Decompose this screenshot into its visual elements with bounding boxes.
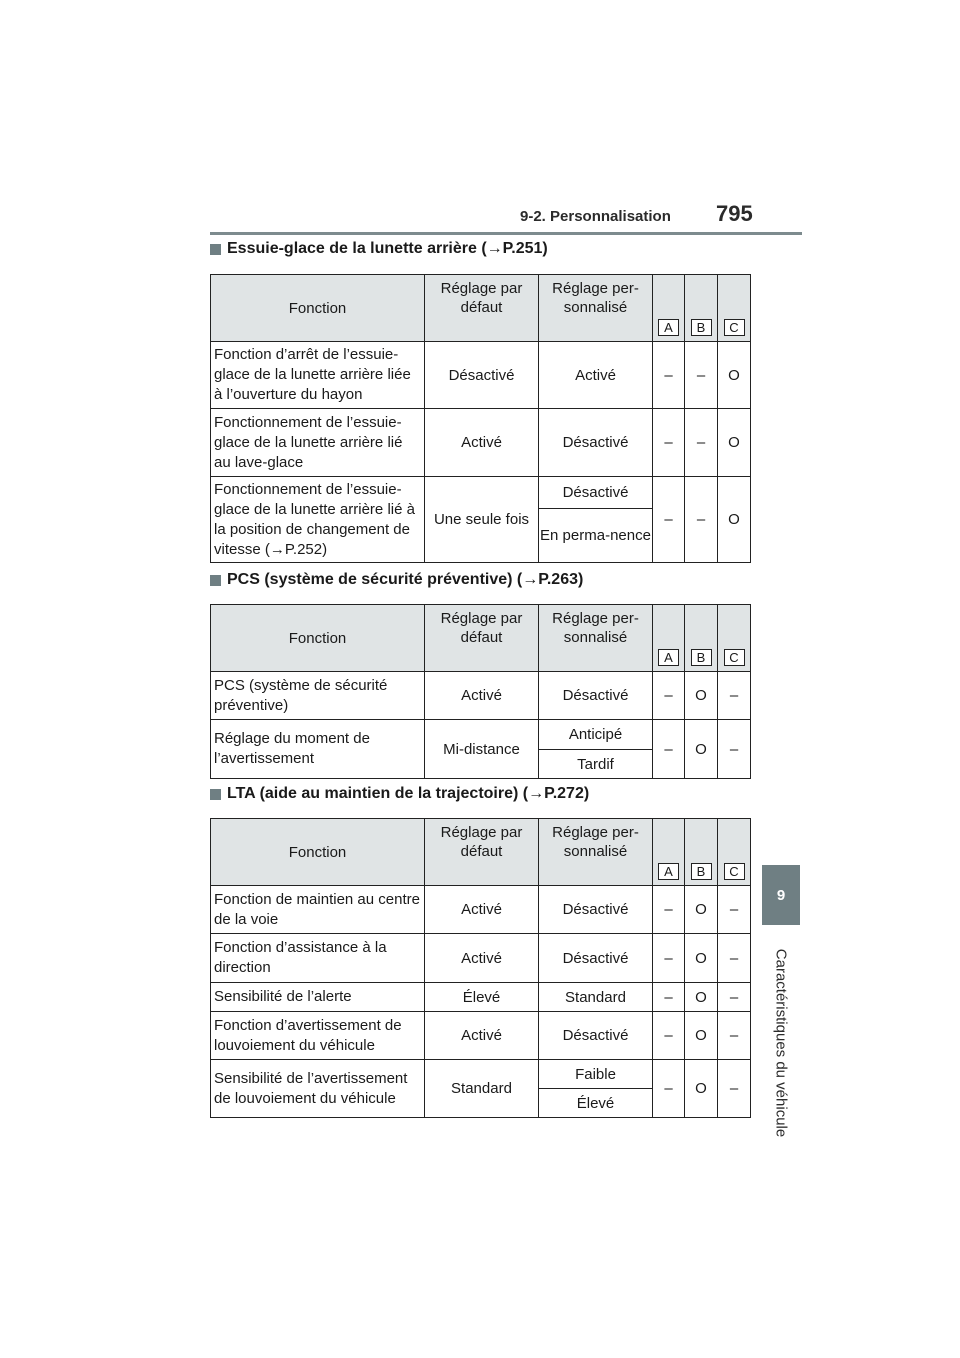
col-b-cell: O [685,720,718,779]
custom-cell: Élevé [539,1089,653,1118]
page-number: 795 [716,201,753,226]
header-col-c [718,819,751,886]
badge-b: B [691,319,712,336]
col-c-cell: – [718,672,751,720]
custom-cell: Anticipé [539,720,653,750]
custom-cell: Désactivé [539,477,653,509]
table-row [211,477,751,509]
badge-b: B [691,863,712,880]
col-c-cell: – [718,720,751,779]
header-custom: Réglage per-sonnalisé [539,605,653,672]
header-col-a [653,819,685,886]
col-a-cell: – [653,934,685,983]
custom-cell: Activé [539,342,653,409]
function-cell: Fonctionnement de l’essuie-glace de la lunette arrière lié au lave-glace [211,409,425,477]
custom-cell: En perma-nence [539,509,653,563]
col-a-cell: – [653,983,685,1012]
default-cell: Activé [425,1012,539,1060]
header-default: Réglage par défaut [425,605,539,672]
table-row [211,342,751,409]
custom-cell: Désactivé [539,934,653,983]
section-title: PCS (système de sécurité préventive) (→P.263) [227,571,584,588]
header-col-a [653,275,685,342]
function-cell: Réglage du moment de l’avertissement [211,720,425,779]
custom-cell: Tardif [539,750,653,779]
header-col-b [685,275,718,342]
default-cell: Standard [425,1060,539,1118]
default-cell: Désactivé [425,342,539,409]
header-function: Fonction [211,605,425,672]
col-b-cell: O [685,983,718,1012]
table-row [211,886,751,934]
header-col-b [685,605,718,672]
badge-c: C [724,319,745,336]
header-default: Réglage par défaut [425,819,539,886]
table-row [211,720,751,750]
function-cell: Fonctionnement de l’essuie-glace de la lunette arrière lié à la position de changement de vitesse (→P.252) [211,477,425,563]
chapter-label: Caractéristiques du véhicule [772,948,790,1138]
badge-c: C [724,863,745,880]
header-col-b [685,819,718,886]
col-a-cell: – [653,477,685,563]
chapter-tab [762,865,800,925]
header-function: Fonction [211,819,425,886]
badge-a: A [658,319,679,336]
col-b-cell: – [685,342,718,409]
section-heading-rear-wiper [210,240,548,258]
function-cell: Fonction d’assistance à la direction [211,934,425,983]
lta-table [210,818,751,1118]
col-a-cell: – [653,720,685,779]
default-cell: Activé [425,672,539,720]
badge-a: A [658,649,679,666]
default-cell: Élevé [425,983,539,1012]
section-header-title: 9-2. Personnalisation [520,208,671,225]
badge-a: A [658,863,679,880]
section-bullet-icon [210,244,221,255]
col-b-cell: O [685,1060,718,1118]
col-b-cell: O [685,672,718,720]
default-cell: Activé [425,934,539,983]
badge-b: B [691,649,712,666]
header-custom: Réglage per-sonnalisé [539,275,653,342]
header-divider [210,232,802,235]
table-row [211,983,751,1012]
col-a-cell: – [653,886,685,934]
function-cell: Fonction d’arrêt de l’essuie-glace de la lunette arrière liée à l’ouverture du hayon [211,342,425,409]
col-c-cell: – [718,983,751,1012]
col-b-cell: – [685,409,718,477]
col-a-cell: – [653,1012,685,1060]
custom-cell: Faible [539,1060,653,1089]
col-b-cell: O [685,1012,718,1060]
col-c-cell: O [718,477,751,563]
section-bullet-icon [210,575,221,586]
default-cell: Activé [425,886,539,934]
custom-cell: Désactivé [539,672,653,720]
col-a-cell: – [653,409,685,477]
default-cell: Une seule fois [425,477,539,563]
badge-c: C [724,649,745,666]
col-c-cell: – [718,1012,751,1060]
function-cell: Fonction d’avertissement de louvoiement du véhicule [211,1012,425,1060]
custom-cell: Standard [539,983,653,1012]
section-heading-lta [210,785,589,803]
default-cell: Activé [425,409,539,477]
col-a-cell: – [653,672,685,720]
col-c-cell: O [718,342,751,409]
custom-cell: Désactivé [539,886,653,934]
pcs-table [210,604,751,779]
section-title: Essuie-glace de la lunette arrière (→P.251) [227,240,548,257]
col-b-cell: O [685,934,718,983]
function-cell: Sensibilité de l’alerte [211,983,425,1012]
col-b-cell: O [685,886,718,934]
header-col-c [718,275,751,342]
header-col-a [653,605,685,672]
header-function: Fonction [211,275,425,342]
col-c-cell: O [718,409,751,477]
table-row [211,672,751,720]
table-row [211,1060,751,1089]
col-b-cell: – [685,477,718,563]
chapter-number: 9 [776,886,786,904]
section-title: LTA (aide au maintien de la trajectoire) (→P.272) [227,785,590,802]
custom-cell: Désactivé [539,1012,653,1060]
table-row [211,934,751,983]
header-default: Réglage par défaut [425,275,539,342]
default-cell: Mi-distance [425,720,539,779]
table-row [211,409,751,477]
col-a-cell: – [653,342,685,409]
header-custom: Réglage per-sonnalisé [539,819,653,886]
function-cell: Fonction de maintien au centre de la voie [211,886,425,934]
section-heading-pcs [210,571,583,589]
custom-cell: Désactivé [539,409,653,477]
col-a-cell: – [653,1060,685,1118]
rear-wiper-table [210,274,751,563]
function-cell: PCS (système de sécurité préventive) [211,672,425,720]
table-row [211,1012,751,1060]
header-col-c [718,605,751,672]
col-c-cell: – [718,1060,751,1118]
col-c-cell: – [718,934,751,983]
function-cell: Sensibilité de l’avertissement de louvoiement du véhicule [211,1060,425,1118]
section-bullet-icon [210,789,221,800]
col-c-cell: – [718,886,751,934]
